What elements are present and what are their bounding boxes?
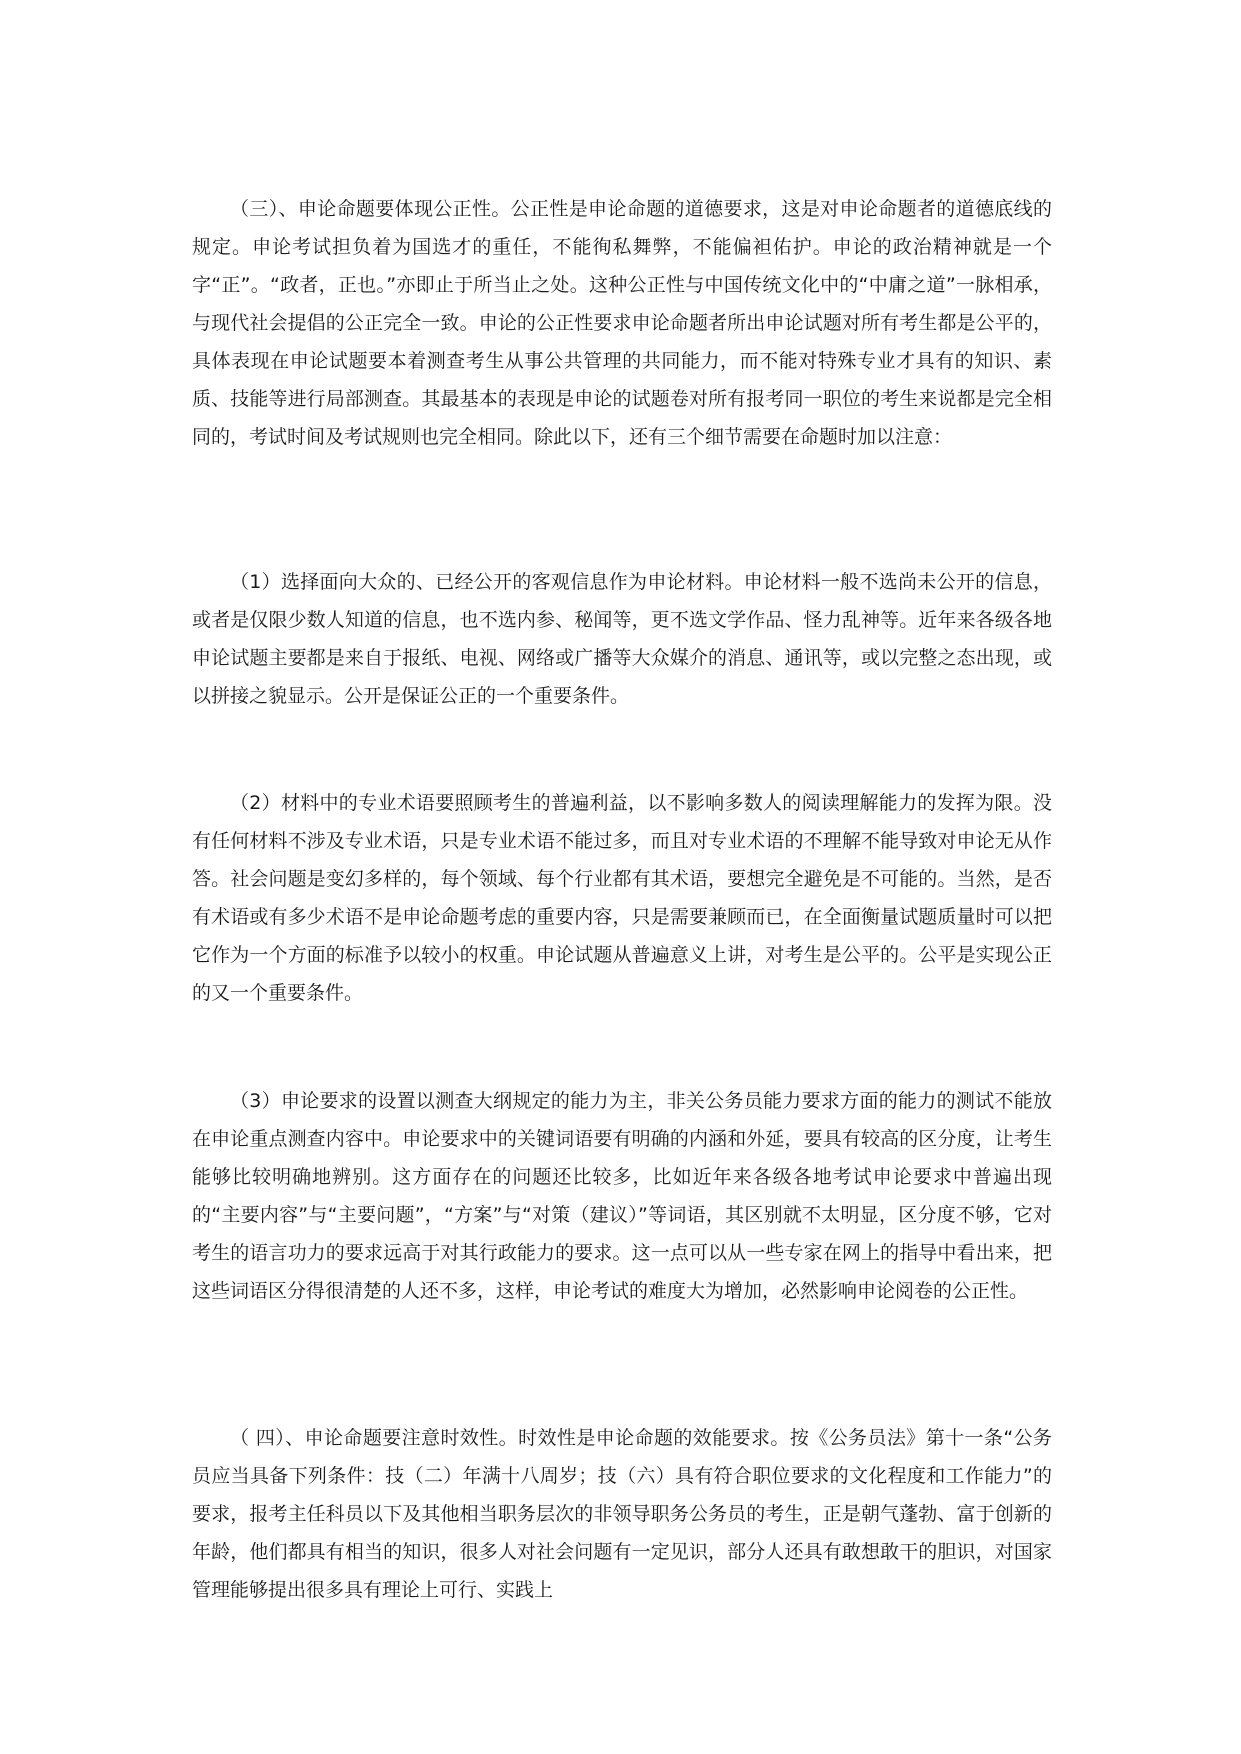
paragraph-section-four: （ 四）、申论命题要注意时效性。时效性是申论命题的效能要求。按《公务员法》第十一条“公务员应当具备下列条件：技（二）年满十八周岁；技（六）具有符合职位要求的文化程度和工作能力”的要求，报考主任科员以下及其他相当职务层次的非领导职务公务员的考生，正是朝气蓬勃、富于创新的年龄，他们都具有相当的知识，很多人对社会问题有一定见识，部分人还具有敢想敢干的胆识，对国家管理能够提出很多具有理论上可行、实践上 — [192, 1427, 1052, 1601]
paragraph-point-two: （2）材料中的专业术语要照顾考生的普遍利益，以不影响多数人的阅读理解能力的发挥为限。没有任何材料不涉及专业术语，只是专业术语不能过多，而且对专业术语的不理解不能导致对申论无从作答。社会问题是变幻多样的，每个领域、每个行业都有其术语，要想完全避免是不可能的。当然，是否有术语或有多少术语不是申论命题考虑的重要内容，只是需要兼顾而已，在全面衡量试题质量时可以把它作为一个方面的标准予以较小的权重。申论试题从普遍意义上讲，对考生是公平的。公平是实现公正的又一个重要条件。 — [192, 792, 1052, 1004]
paragraph-point-one: （1）选择面向大众的、已经公开的客观信息作为申论材料。申论材料一般不选尚未公开的信息，或者是仅限少数人知道的信息，也不选内参、秘闻等，更不选文学作品、怪力乱神等。近年来各级各地申论试题主要都是来自于报纸、电视、网络或广播等大众媒介的消息、通讯等，或以完整之态出现，或以拼接之貌显示。公开是保证公正的一个重要条件。 — [192, 571, 1052, 707]
paragraph-section-three: （三）、申论命题要体现公正性。公正性是申论命题的道德要求，这是对申论命题者的道德底线的规定。申论考试担负着为国选才的重任，不能徇私舞弊，不能偏袒佑护。申论的政治精神就是一个字“正”。“政者，正也。”亦即止于所当止之处。这种公正性与中国传统文化中的“中庸之道”一脉相承，与现代社会提倡的公正完全一致。申论的公正性要求申论命题者所出申论试题对所有考生都是公平的，具体表现在申论试题要本着测查考生从事公共管理的共同能力，而不能对特殊专业才具有的知识、素质、技能等进行局部测查。其最基本的表现是申论的试题卷对所有报考同一职位的考生来说都是完全相同的，考试时间及考试规则也完全相同。除此以下，还有三个细节需要在命题时加以注意： — [192, 198, 1052, 448]
paragraph-point-three: （3）申论要求的设置以测查大纲规定的能力为主，非关公务员能力要求方面的能力的测试不能放在申论重点测查内容中。申论要求中的关键词语要有明确的内涵和外延，要具有较高的区分度，让考生能够比较明确地辨别。这方面存在的问题还比较多，比如近年来各级各地考试申论要求中普遍出现的“主要内容”与“主要问题”，“方案”与“对策（建议）”等词语，其区别就不太明显，区分度不够，它对考生的语言功力的要求远高于对其行政能力的要求。这一点可以从一些专家在网上的指导中看出来，把这些词语区分得很清楚的人还不多，这样，申论考试的难度大为增加，必然影响申论阅卷的公正性。 — [192, 1090, 1052, 1302]
